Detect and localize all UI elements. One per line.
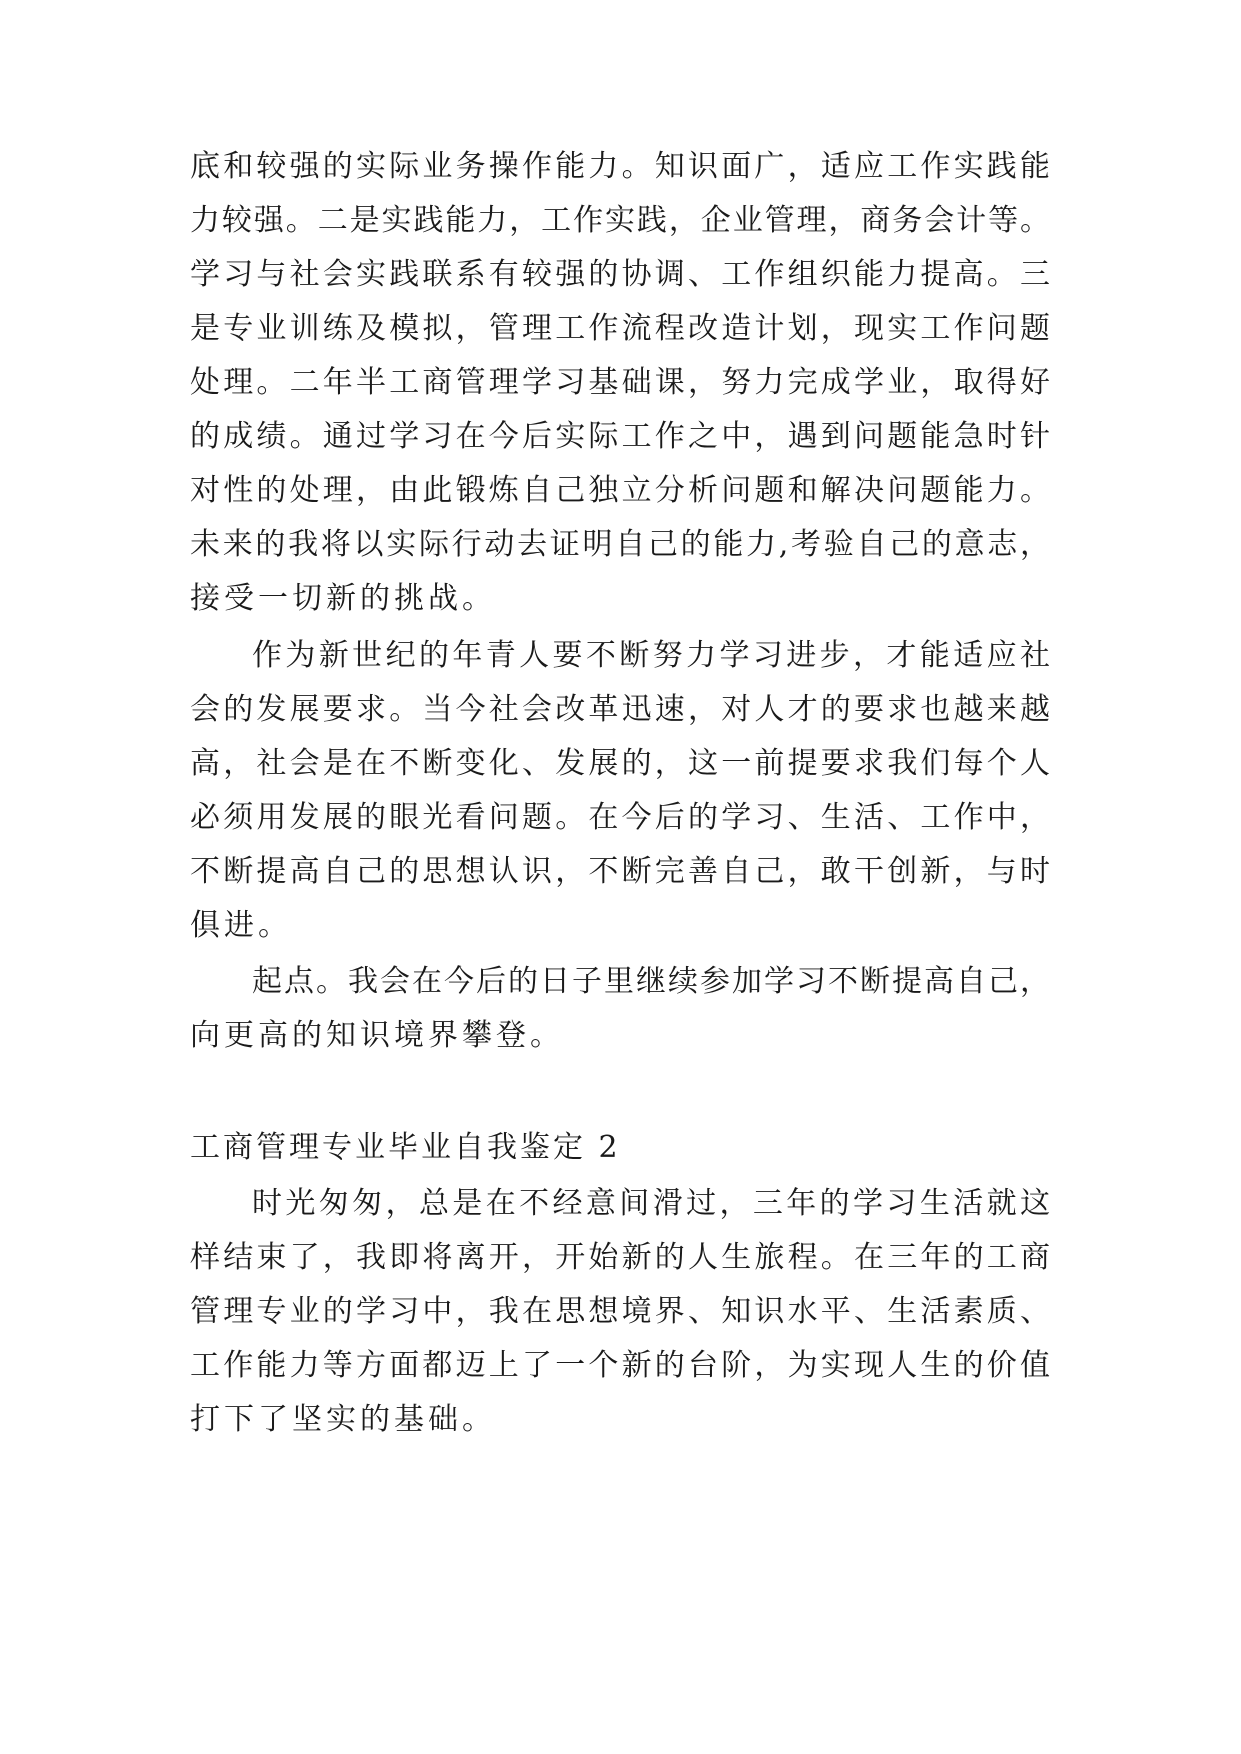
text-line: 打下了坚实的基础。 — [190, 1402, 496, 1437]
text-line: 时光匆匆，总是在不经意间滑过，三年的学习生活就这 — [252, 1186, 1050, 1221]
text-line: 俱进。 — [190, 908, 292, 943]
text-line: 的成绩。通过学习在今后实际工作之中，遇到问题能急时针 — [190, 419, 1050, 454]
text-line: 起点。我会在今后的日子里继续参加学习不断提高自己， — [252, 964, 1050, 999]
text-line: 接受一切新的挑战。 — [190, 581, 496, 616]
section-heading: 工商管理专业毕业自我鉴定 2 — [190, 1130, 621, 1165]
text-line: 向更高的知识境界攀登。 — [190, 1018, 564, 1053]
text-line: 会的发展要求。当今社会改革迅速，对人才的要求也越来越 — [190, 692, 1050, 727]
text-line: 管理专业的学习中，我在思想境界、知识水平、生活素质、 — [190, 1294, 1050, 1329]
text-line: 对性的处理，由此锻炼自己独立分析问题和解决问题能力。 — [190, 473, 1050, 508]
text-line: 不断提高自己的思想认识，不断完善自己，敢干创新，与时 — [190, 854, 1050, 889]
text-line: 是专业训练及模拟，管理工作流程改造计划，现实工作问题 — [190, 311, 1050, 346]
text-line: 高，社会是在不断变化、发展的，这一前提要求我们每个人 — [190, 746, 1050, 781]
text-line: 必须用发展的眼光看问题。在今后的学习、生活、工作中， — [190, 800, 1050, 835]
text-line: 未来的我将以实际行动去证明自己的能力,考验自己的意志， — [190, 527, 1050, 562]
text-line: 学习与社会实践联系有较强的协调、工作组织能力提高。三 — [190, 257, 1050, 292]
text-line: 处理。二年半工商管理学习基础课，努力完成学业，取得好 — [190, 365, 1050, 400]
text-line: 样结束了，我即将离开，开始新的人生旅程。在三年的工商 — [190, 1240, 1050, 1275]
text-line: 工作能力等方面都迈上了一个新的台阶，为实现人生的价值 — [190, 1348, 1050, 1383]
text-line: 力较强。二是实践能力，工作实践，企业管理，商务会计等。 — [190, 203, 1050, 238]
text-line: 底和较强的实际业务操作能力。知识面广，适应工作实践能 — [190, 149, 1050, 184]
text-line: 作为新世纪的年青人要不断努力学习进步，才能适应社 — [252, 638, 1050, 673]
